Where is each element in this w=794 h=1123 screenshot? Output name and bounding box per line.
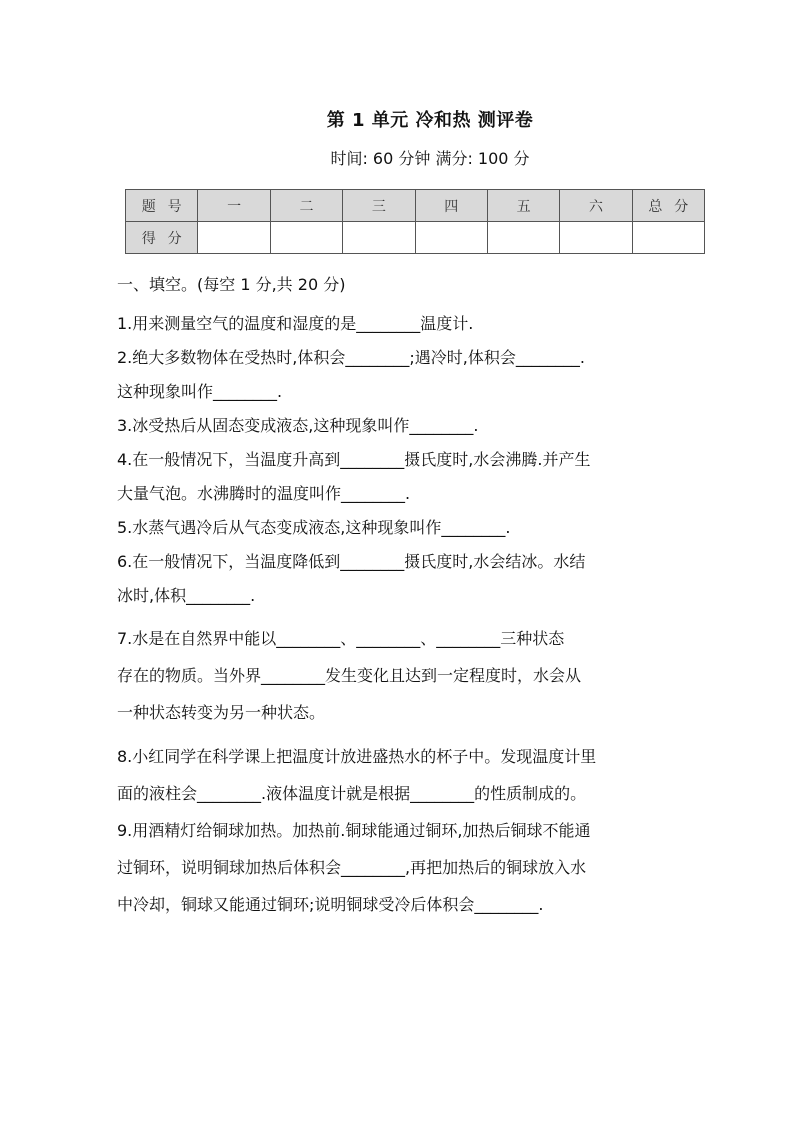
question-2-line-1: 2.绝大多数物体在受热时,体积会________;遇冷时,体积会________. <box>117 348 585 367</box>
score-cell-1[interactable] <box>198 222 270 254</box>
score-table <box>125 189 705 254</box>
score-table-score-row <box>126 222 705 254</box>
score-cell-6[interactable] <box>560 222 632 254</box>
column-6: 六 <box>560 190 632 222</box>
question-7-line-3: 一种状态转变为另一种状态。 <box>117 703 326 722</box>
fill-in-section <box>117 268 687 923</box>
exam-info: 时间: 60 分钟 满分: 100 分 <box>330 149 530 168</box>
score-cell-3[interactable] <box>343 222 415 254</box>
question-5: 5.水蒸气遇冷后从气态变成液态,这种现象叫作________. <box>117 518 511 537</box>
score-cell-2[interactable] <box>270 222 342 254</box>
question-9-line-3: 中冷却，铜球又能通过铜环;说明铜球受冷后体积会________. <box>117 895 544 914</box>
page-title: 第 1 单元 冷和热 测评卷 <box>326 110 534 131</box>
question-8-line-2: 面的液柱会________.液体温度计就是根据________的性质制成的。 <box>117 784 587 803</box>
column-4: 四 <box>415 190 487 222</box>
question-8-line-1: 8.小红同学在科学课上把温度计放进盛热水的杯子中。发现温度计里 <box>117 747 597 766</box>
score-cell-5[interactable] <box>487 222 559 254</box>
question-7-line-1: 7.水是在自然界中能以________、________、________三种状态 <box>117 629 565 648</box>
score-cell-4[interactable] <box>415 222 487 254</box>
question-4-line-2: 大量气泡。水沸腾时的温度叫作________. <box>117 484 411 503</box>
question-9-line-2: 过铜环，说明铜球加热后体积会________,再把加热后的铜球放入水 <box>117 858 587 877</box>
question-1: 1.用来测量空气的温度和湿度的是________温度计. <box>117 314 474 333</box>
question-2-line-2: 这种现象叫作________. <box>117 382 283 401</box>
column-1: 一 <box>198 190 270 222</box>
column-2: 二 <box>270 190 342 222</box>
score-label: 得分 <box>126 222 198 254</box>
section-title: 一、填空。(每空 1 分,共 20 分) <box>117 275 346 294</box>
question-6-line-1: 6.在一般情况下，当温度降低到________摄氏度时,水会结冰。水结 <box>117 552 586 571</box>
question-6-line-2: 冰时,体积________. <box>117 586 256 605</box>
question-3: 3.冰受热后从固态变成液态,这种现象叫作________. <box>117 416 479 435</box>
column-5: 五 <box>487 190 559 222</box>
question-number-label: 题号 <box>126 190 198 222</box>
column-3: 三 <box>343 190 415 222</box>
question-9-line-1: 9.用酒精灯给铜球加热。加热前.铜球能通过铜环,加热后铜球不能通 <box>117 821 591 840</box>
score-cell-total[interactable] <box>632 222 704 254</box>
total-score-label: 总分 <box>632 190 704 222</box>
question-7-line-2: 存在的物质。当外界________发生变化且达到一定程度时，水会从 <box>117 666 582 685</box>
question-4-line-1: 4.在一般情况下，当温度升高到________摄氏度时,水会沸腾.并产生 <box>117 450 591 469</box>
score-table-header-row <box>126 190 705 222</box>
